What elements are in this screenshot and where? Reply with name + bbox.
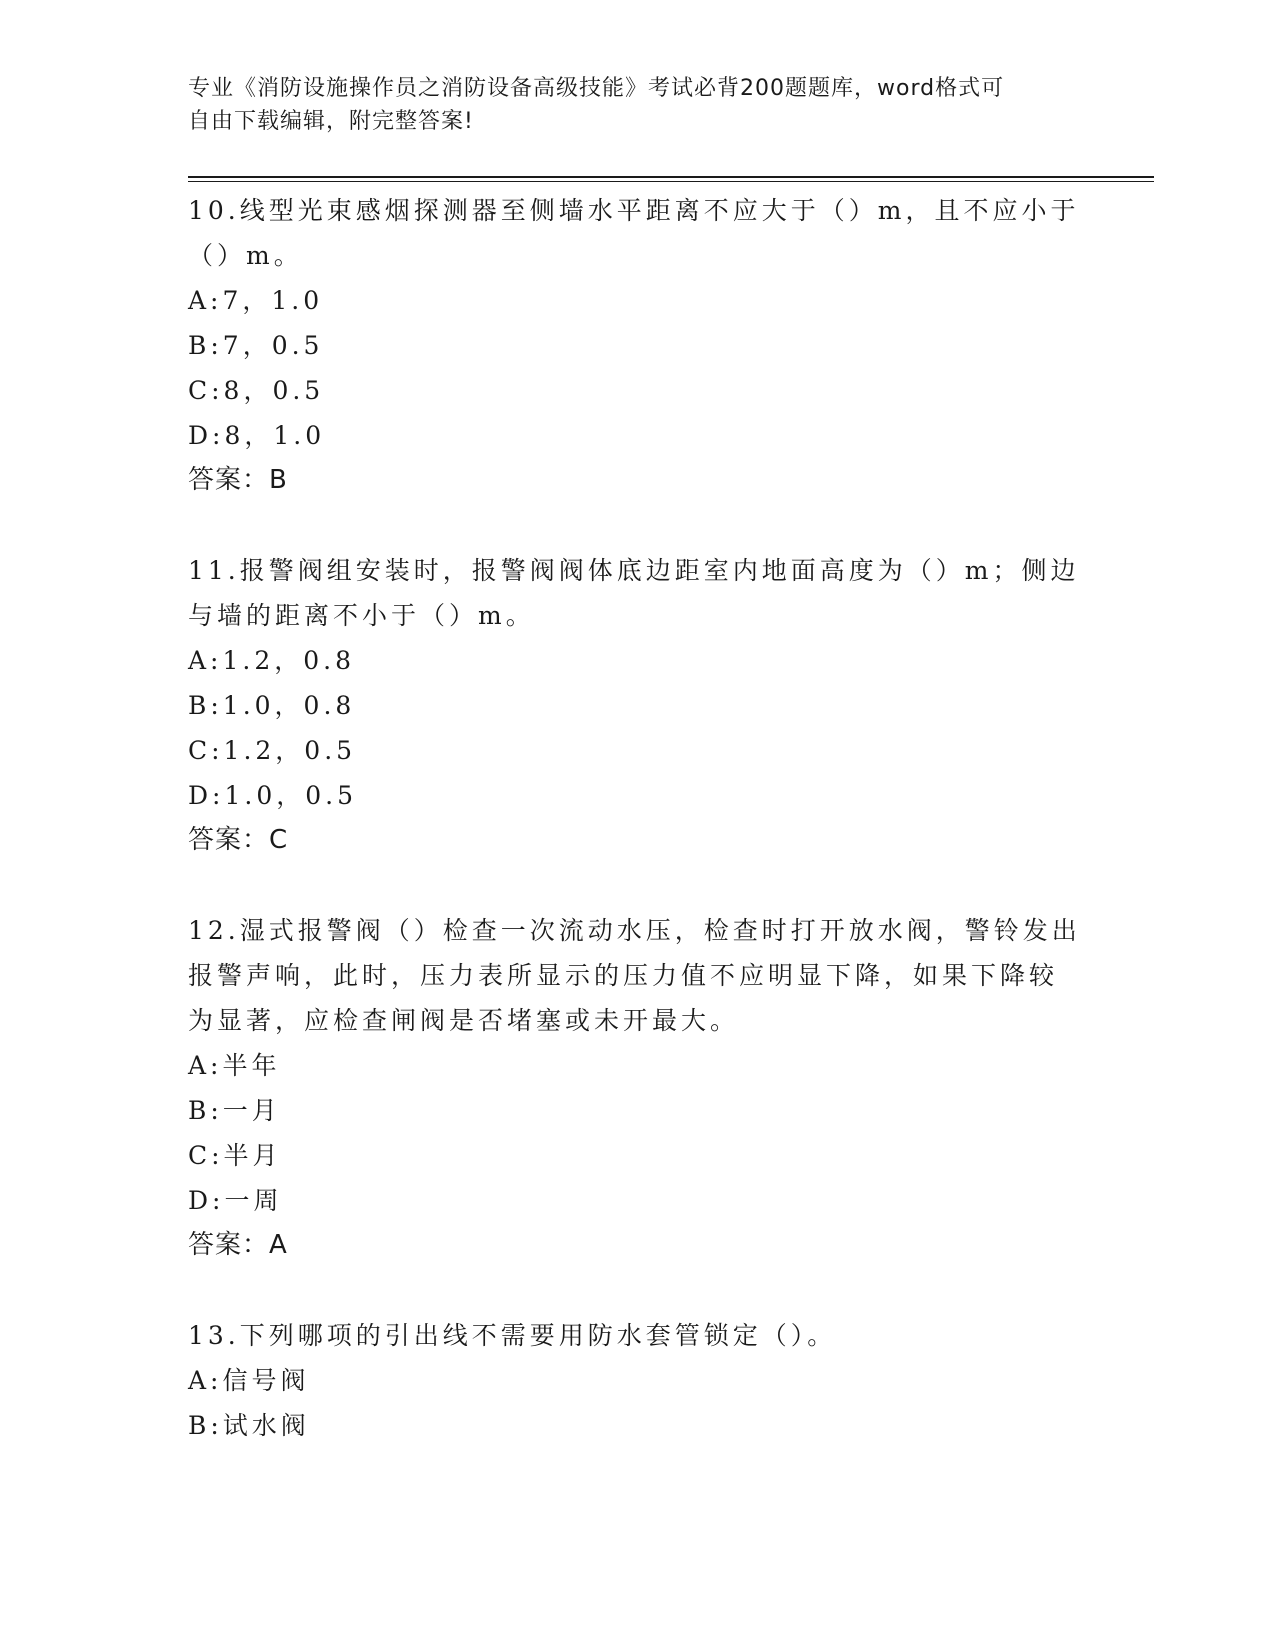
question-spacer (188, 1268, 1088, 1313)
option-a: A:半年 (188, 1051, 281, 1080)
question-text-line: 13.下列哪项的引出线不需要用防水套管锁定（）。 (188, 1321, 837, 1350)
answer-line: 答案：C (188, 825, 289, 855)
question-10 (188, 188, 1088, 503)
option-d: D:一周 (188, 1186, 283, 1215)
question-text-line: 报警声响，此时，压力表所显示的压力值不应明显下降，如果下降较 (188, 961, 1059, 990)
question-text-line: （）m。 (188, 241, 303, 270)
question-spacer (188, 503, 1088, 548)
option-a: A:1.2，0.8 (188, 646, 355, 675)
question-13 (188, 1313, 1088, 1448)
option-c: C:半月 (188, 1141, 282, 1170)
header-divider-thick (188, 176, 1154, 178)
option-b: B:1.0，0.8 (188, 691, 356, 720)
answer-line: 答案：A (188, 1230, 288, 1260)
option-d: D:8，1.0 (188, 421, 326, 450)
question-11 (188, 548, 1088, 863)
option-b: B:试水阀 (188, 1411, 310, 1440)
option-b: B:一月 (188, 1096, 281, 1125)
document-header (188, 72, 1068, 138)
answer-line: 答案：B (188, 465, 288, 495)
header-line-2: 自由下载编辑，附完整答案! (188, 109, 474, 134)
question-text-line: 10.线型光束感烟探测器至侧墙水平距离不应大于（）m，且不应小于 (188, 196, 1080, 225)
question-list (188, 188, 1088, 1448)
header-line-1: 专业《消防设施操作员之消防设备高级技能》考试必背200题题库，word格式可 (188, 76, 1005, 101)
option-c: C:8，0.5 (188, 376, 325, 405)
question-text-line: 12.湿式报警阀（）检查一次流动水压，检查时打开放水阀，警铃发出 (188, 916, 1081, 945)
option-a: A:信号阀 (188, 1366, 310, 1395)
question-12 (188, 908, 1088, 1268)
question-text-line: 与墙的距离不小于（）m。 (188, 601, 535, 630)
option-b: B:7，0.5 (188, 331, 324, 360)
option-c: C:1.2，0.5 (188, 736, 357, 765)
option-d: D:1.0，0.5 (188, 781, 357, 810)
question-text-line: 11.报警阀组安装时，报警阀阀体底边距室内地面高度为（）m；侧边 (188, 556, 1080, 585)
header-divider-thin (188, 181, 1154, 182)
option-a: A:7，1.0 (188, 286, 324, 315)
question-spacer (188, 863, 1088, 908)
question-text-line: 为显著，应检查闸阀是否堵塞或未开最大。 (188, 1006, 740, 1035)
